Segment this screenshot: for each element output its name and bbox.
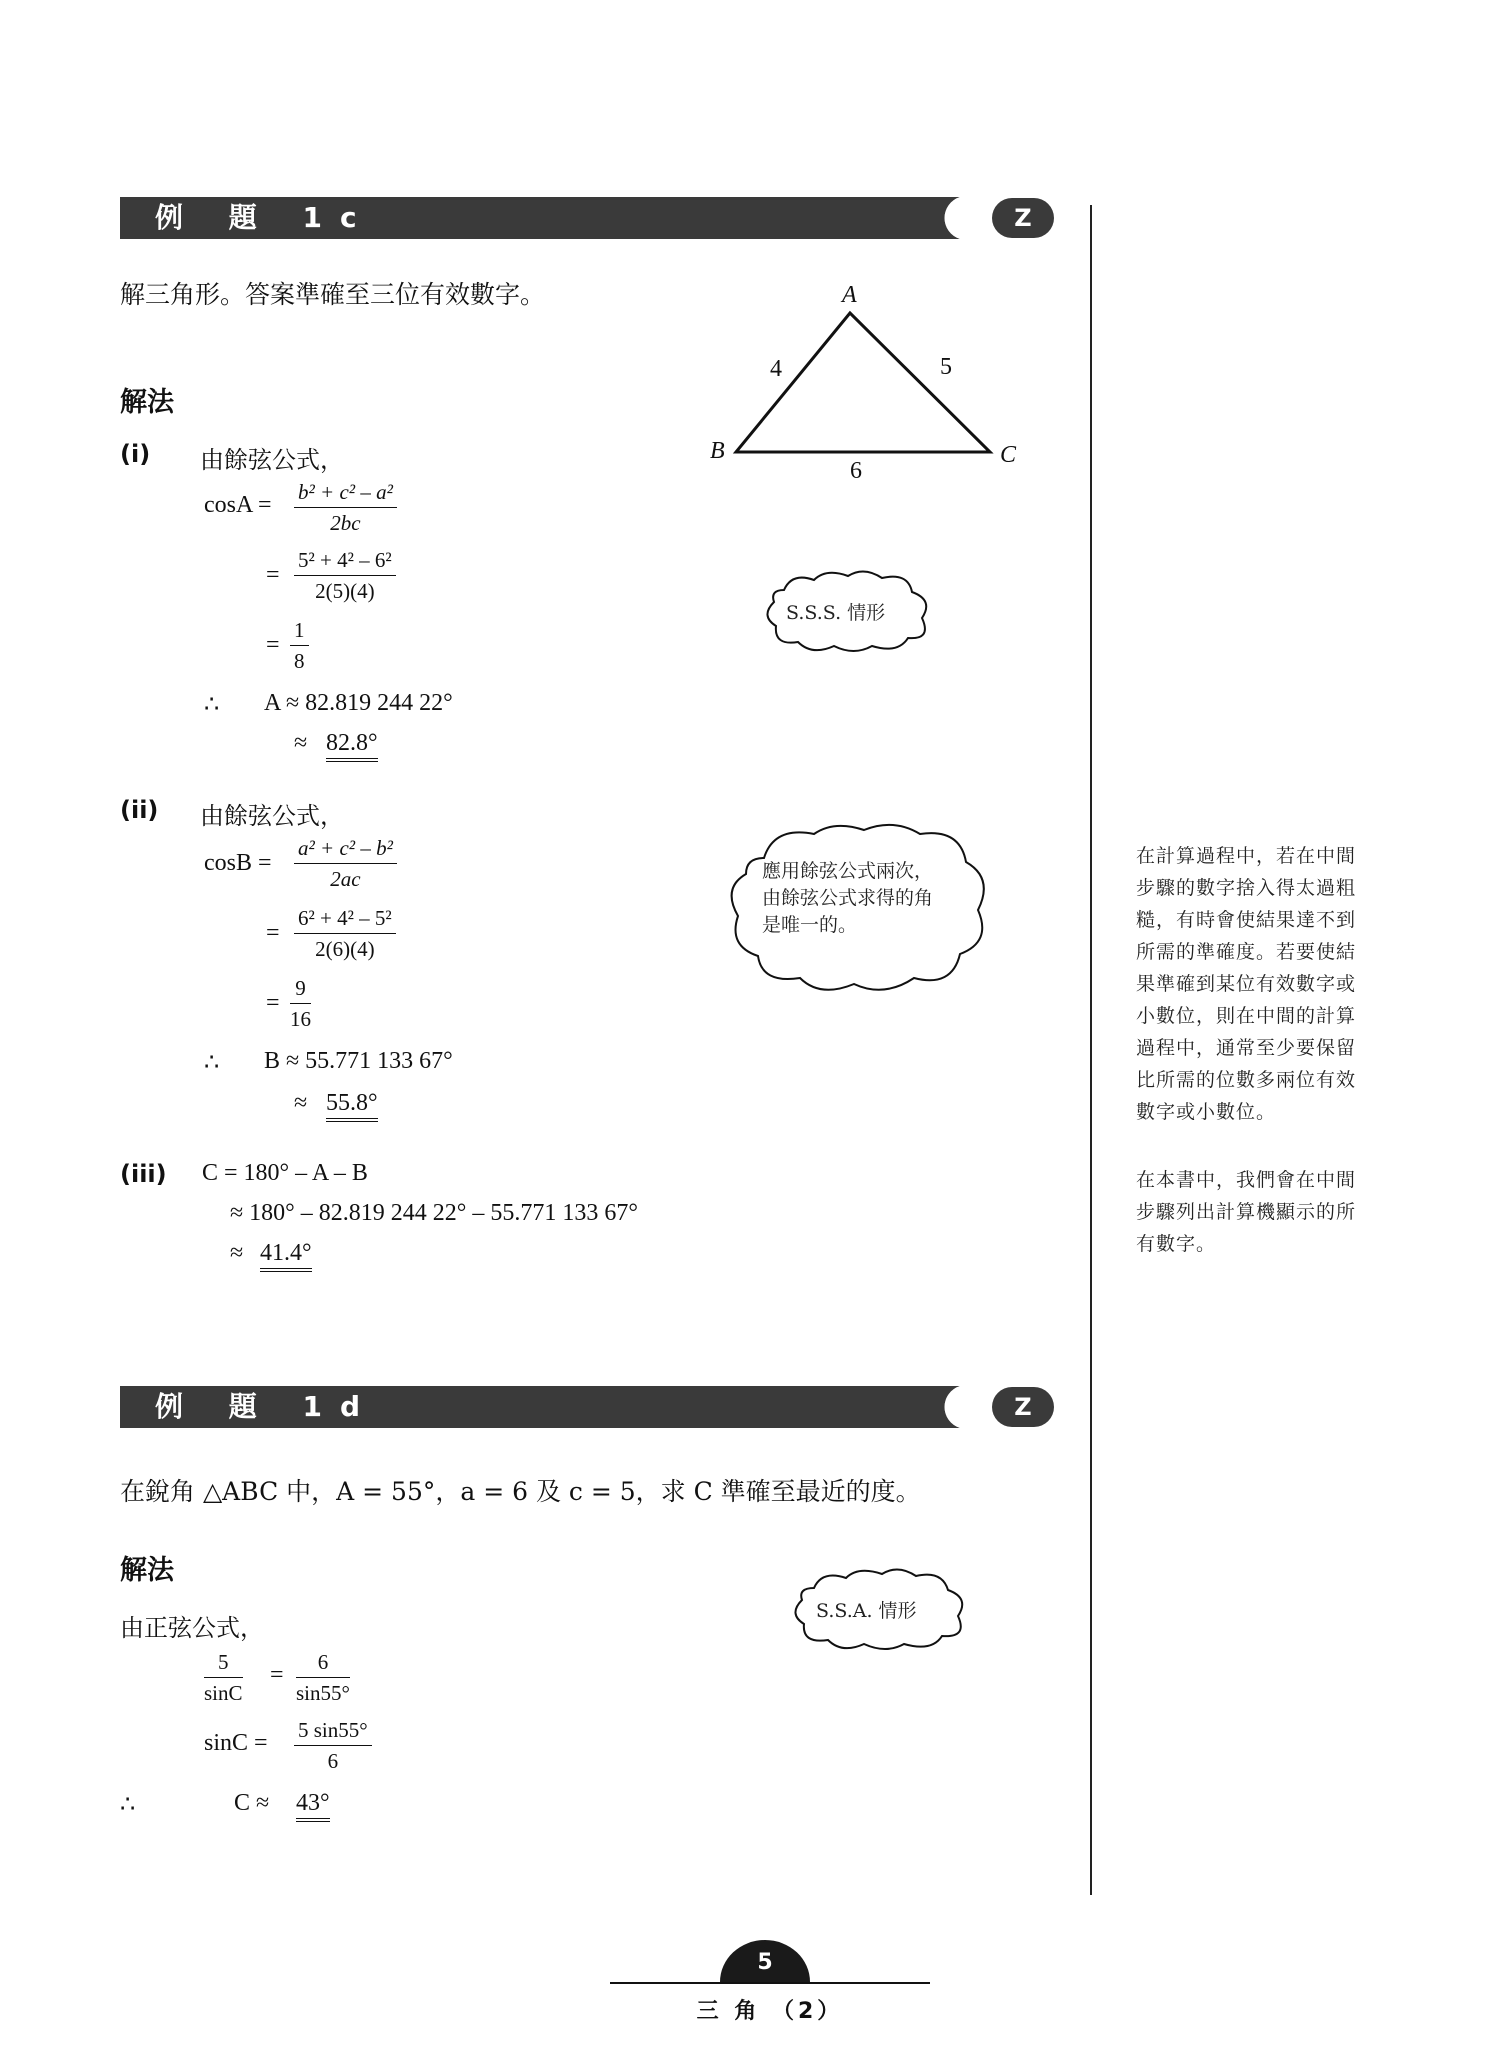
part-ii-label: (ii)	[120, 796, 159, 824]
eq-sign: =	[266, 990, 280, 1016]
example-1d-title: 例 題 1d	[155, 1390, 379, 1423]
angle-b-raw: B ≈ 55.771 133 67°	[264, 1048, 453, 1074]
banner-cap-icon	[920, 197, 960, 239]
cos-a-fraction-3: $\frac{1}{8}$	[290, 618, 309, 674]
eq-sign: =	[266, 562, 280, 588]
cos-b-fraction-2: $\frac{\text{6² + 4² – 5²}}{2(6)(4)}$	[294, 906, 396, 962]
cosine-cloud-line-3: 是唯一的。	[762, 914, 858, 936]
cos-a-fraction-1: $\frac{\text{b² + c² – a²}}{2bc}$	[294, 480, 397, 536]
therefore-symbol: ∴	[204, 1050, 220, 1076]
eq-sign: =	[266, 632, 280, 658]
cos-b-lhs: cosB =	[204, 850, 272, 876]
cos-b-fraction-1: $\frac{\text{a² + c² – b²}}{2ac}$	[294, 836, 397, 892]
solution-heading-1c: 解法	[120, 387, 174, 418]
angle-a-answer: 82.8°	[326, 730, 378, 762]
side-bc-label: 6	[850, 458, 862, 484]
angle-c-lhs: C ≈	[234, 1790, 270, 1816]
angle-c-equation: C = 180° – A – B	[202, 1160, 368, 1186]
sine-rule-intro: 由正弦公式，	[120, 1614, 264, 1642]
side-ab-label: 4	[770, 356, 782, 382]
part-ii-intro: 由餘弦公式，	[200, 802, 344, 830]
approx-sign: ≈	[294, 730, 308, 756]
therefore-symbol: ∴	[120, 1792, 136, 1818]
sidebar-divider	[1090, 205, 1092, 1895]
approx-sign: ≈	[294, 1090, 308, 1116]
cosine-cloud-line-2: 由餘弦公式求得的角	[762, 887, 934, 909]
cos-b-fraction-3: $\frac{9}{16}$	[290, 976, 311, 1031]
therefore-symbol: ∴	[204, 692, 220, 718]
vertex-b-label: B	[710, 438, 725, 464]
sss-cloud-text: S.S.S. 情形	[786, 602, 886, 624]
part-iii-label: (iii)	[120, 1160, 167, 1188]
angle-b-answer: 55.8°	[326, 1090, 378, 1122]
sidebar-note-para-2: 在本書中，我們會在中間 步驟列出計算機顯示的所 有數字。	[1136, 1169, 1357, 1255]
vertex-c-label: C	[1000, 442, 1017, 468]
cosine-cloud-line-1: 應用餘弦公式兩次，	[762, 860, 934, 882]
footer-rule	[610, 1982, 930, 1984]
example-1c-title: 例 題 1c	[155, 201, 375, 234]
page-number: 5	[757, 1950, 773, 1975]
triangle-diagram	[700, 280, 1040, 480]
angle-c-substitution: ≈ 180° – 82.819 244 22° – 55.771 133 67°	[230, 1200, 638, 1226]
banner-cap-icon	[920, 1386, 960, 1428]
solution-heading-1d: 解法	[120, 1555, 174, 1586]
approx-sign: ≈	[230, 1240, 244, 1266]
eq-sign: =	[270, 1662, 284, 1688]
angle-c-answer: 41.4°	[260, 1240, 312, 1272]
ssa-cloud-text: S.S.A. 情形	[816, 1600, 917, 1622]
side-ac-label: 5	[940, 354, 952, 380]
eq-sign: =	[266, 920, 280, 946]
sine-fraction-3: $\frac{5 \sin 55^\circ}{6}$	[294, 1718, 372, 1774]
cos-a-fraction-2: $\frac{\text{5² + 4² – 6²}}{2(5)(4)}$	[294, 548, 396, 604]
chapter-title: 三 角 （2）	[696, 1999, 844, 2024]
example-1c-question: 解三角形。答案準確至三位有效數字。	[120, 280, 546, 309]
sin-c-lhs: sinC =	[204, 1730, 268, 1756]
sidebar-note-para-1: 在計算過程中，若在中間 步驟的數字捨入得太過粗 糙，有時會使結果達不到 所需的準確度。若要使結 果準確到某位有效數字或 小數位，則在中間的計算 過程中，通常至少要保留 比所需的位數多兩位有效 數字或小數位。	[1136, 845, 1357, 1123]
sine-fraction-1: $\frac{5}{\sin C}$	[204, 1650, 243, 1705]
part-i-intro: 由餘弦公式，	[200, 446, 344, 474]
cos-a-lhs: cosA =	[204, 492, 272, 518]
angle-a-raw: A ≈ 82.819 244 22°	[264, 690, 453, 716]
sine-fraction-2: $\frac{6}{\sin 55^\circ}$	[296, 1650, 350, 1705]
example-1d-badge: Z	[992, 1387, 1054, 1427]
example-1d-question: 在銳角 △ABC 中，A = 55°，a = 6 及 c = 5，求 C 準確至最近的度。	[120, 1477, 921, 1506]
part-i-label: (i)	[120, 440, 151, 468]
angle-c-answer-1d: 43°	[296, 1790, 330, 1822]
vertex-a-label: A	[842, 282, 857, 308]
example-1c-badge: Z	[992, 198, 1054, 238]
